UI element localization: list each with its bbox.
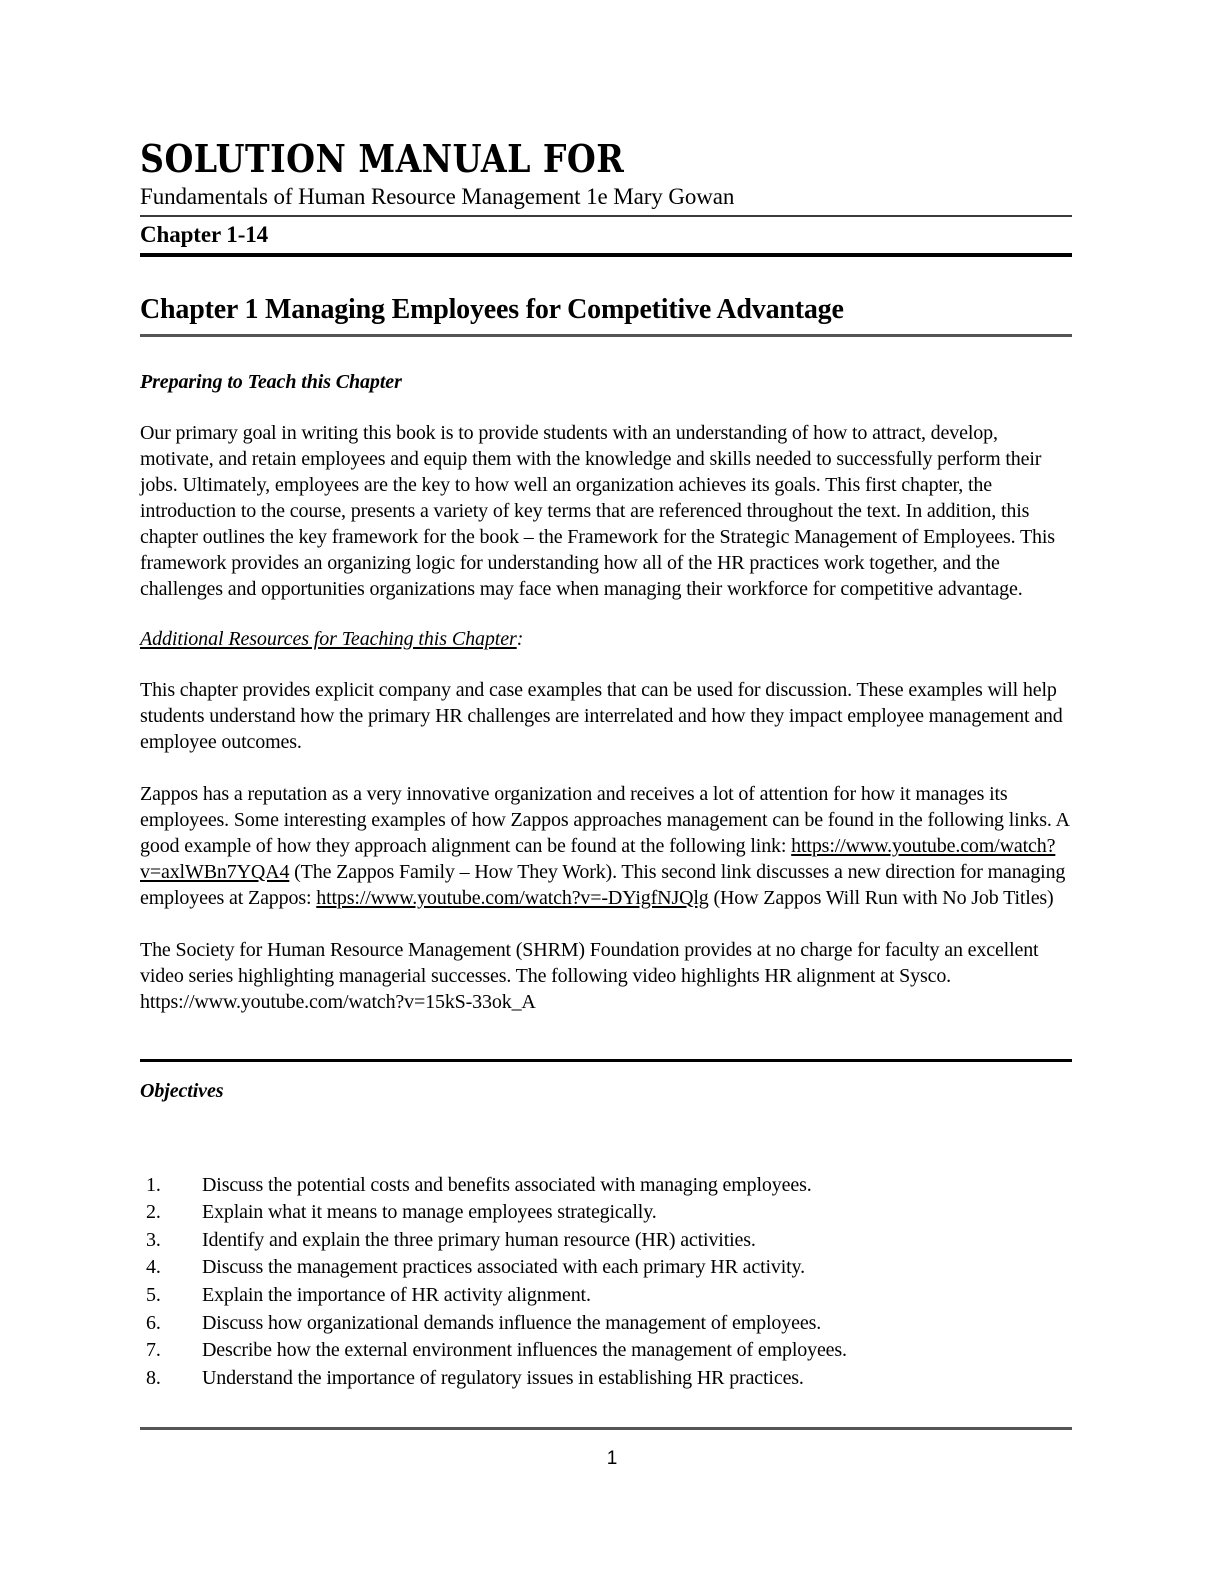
spacer xyxy=(140,1393,1072,1427)
list-item-number: 8. xyxy=(146,1366,161,1389)
list-item xyxy=(140,1366,1072,1392)
list-item xyxy=(140,1255,1072,1281)
masthead xyxy=(140,0,1072,257)
list-item-label: Understand the importance of regulatory issues in establishing HR practices. xyxy=(202,1366,804,1389)
zappos-video-link-1[interactable]: https://www.youtube.com/watch?v=axlWBn7YQA4 xyxy=(140,834,1056,883)
list-item xyxy=(140,1173,1072,1199)
list-item xyxy=(140,1228,1072,1254)
zappos-link-1-caption: (The Zappos Family – How They Work). This second link discusses a new direction for managing employees at Zappos: xyxy=(140,860,1066,909)
spacer xyxy=(140,911,1072,937)
spacer xyxy=(140,651,1072,677)
zappos-paragraph xyxy=(140,781,1072,911)
spacer xyxy=(140,1015,1072,1059)
page-title: Chapter 1 Managing Employees for Competitive Advantage xyxy=(140,294,844,326)
list-item-label: Explain what it means to manage employees strategically. xyxy=(202,1201,657,1224)
list-item xyxy=(140,1338,1072,1364)
list-item-number: 1. xyxy=(146,1173,161,1196)
list-item-label: Explain the importance of HR activity alignment. xyxy=(202,1283,591,1306)
list-item-number: 7. xyxy=(146,1339,161,1362)
spacer xyxy=(140,394,1072,420)
list-item xyxy=(140,1283,1072,1309)
spacer xyxy=(140,602,1072,628)
shrm-video-link[interactable]: https://www.youtube.com/watch?v=15kS-33ok_A xyxy=(140,990,536,1013)
zappos-video-link-2[interactable]: https://www.youtube.com/watch?v=-DYigfNJQlg xyxy=(316,886,709,909)
document-content-column xyxy=(140,0,1072,1430)
list-item xyxy=(140,1200,1072,1226)
list-item-label: Identify and explain the three primary human resource (HR) activities. xyxy=(202,1228,756,1251)
list-item-number: 4. xyxy=(146,1256,161,1279)
section-heading-preparing: Preparing to Teach this Chapter xyxy=(140,370,402,393)
list-item-number: 3. xyxy=(146,1228,161,1251)
list-item-label: Describe how the external environment influences the management of employees. xyxy=(202,1339,847,1362)
masthead-divider-bottom xyxy=(140,253,1072,257)
spacer xyxy=(140,1147,1072,1173)
section-heading-objectives: Objectives xyxy=(140,1079,224,1102)
objectives-divider-bottom xyxy=(140,1427,1072,1430)
list-item-label: Discuss how organizational demands influence the management of employees. xyxy=(202,1311,822,1334)
spacer xyxy=(140,1103,1072,1147)
chapter-range-label: Chapter 1-14 xyxy=(140,221,269,247)
section-heading-additional-resources xyxy=(140,628,1072,651)
list-item-label: Discuss the management practices associated with each primary HR activity. xyxy=(202,1256,805,1279)
objectives-list xyxy=(140,1173,1072,1392)
chapter-heading-block xyxy=(140,293,1072,336)
shrm-paragraph xyxy=(140,937,1072,1015)
preparing-paragraph: Our primary goal in writing this book is to provide students with an understanding of how to attract, develop, motivate, and retain employees and equip them with the knowledge and skills needed to successfully perform their jobs. Ultimately, employees are the key to how well an organization achieves its goals. This first chapter, the introduction to the course, presents a variety of key terms that are referenced throughout the text. In addition, this chapter outlines the key framework for the book – the Framework for the Strategic Management of Employees. This framework provides an organizing logic for understanding how all of the HR practices work together, and the challenges and opportunities organizations may face when managing their workforce for competitive advantage. xyxy=(140,421,1055,600)
list-item-number: 6. xyxy=(146,1311,161,1334)
spacer xyxy=(140,755,1072,781)
page-number: 1 xyxy=(606,1448,618,1469)
additional-resources-heading-text: Additional Resources for Teaching this Chapter xyxy=(140,627,517,650)
spacer xyxy=(140,1062,1072,1080)
zappos-intro-text: Zappos has a reputation as a very innovative organization and receives a lot of attention for how it manages its employees. Some interesting examples of how Zappos approaches management can be found in the following links. A good example of how they approach alignment can be found at the following link: xyxy=(140,782,1069,857)
manual-title: SOLUTION MANUAL FOR xyxy=(140,136,625,181)
shrm-paragraph-text: The Society for Human Resource Management (SHRM) Foundation provides at no charge for faculty an excellent video series highlighting managerial successes. The following video highlights HR alignment at Sysco. xyxy=(140,938,1039,987)
list-item-label: Discuss the potential costs and benefits associated with managing employees. xyxy=(202,1173,812,1196)
list-item xyxy=(140,1311,1072,1337)
spacer xyxy=(140,337,1072,371)
additional-resources-heading-colon: : xyxy=(516,627,524,650)
list-item-number: 5. xyxy=(146,1283,161,1306)
book-subtitle: Fundamentals of Human Resource Management 1e Mary Gowan xyxy=(140,183,735,209)
zappos-link-2-caption: (How Zappos Will Run with No Job Titles) xyxy=(708,886,1054,909)
list-item-number: 2. xyxy=(146,1201,161,1224)
additional-resources-paragraph: This chapter provides explicit company and case examples that can be used for discussion. These examples will help students understand how the primary HR challenges are interrelated and how they impact employee management and employee outcomes. xyxy=(140,678,1063,753)
